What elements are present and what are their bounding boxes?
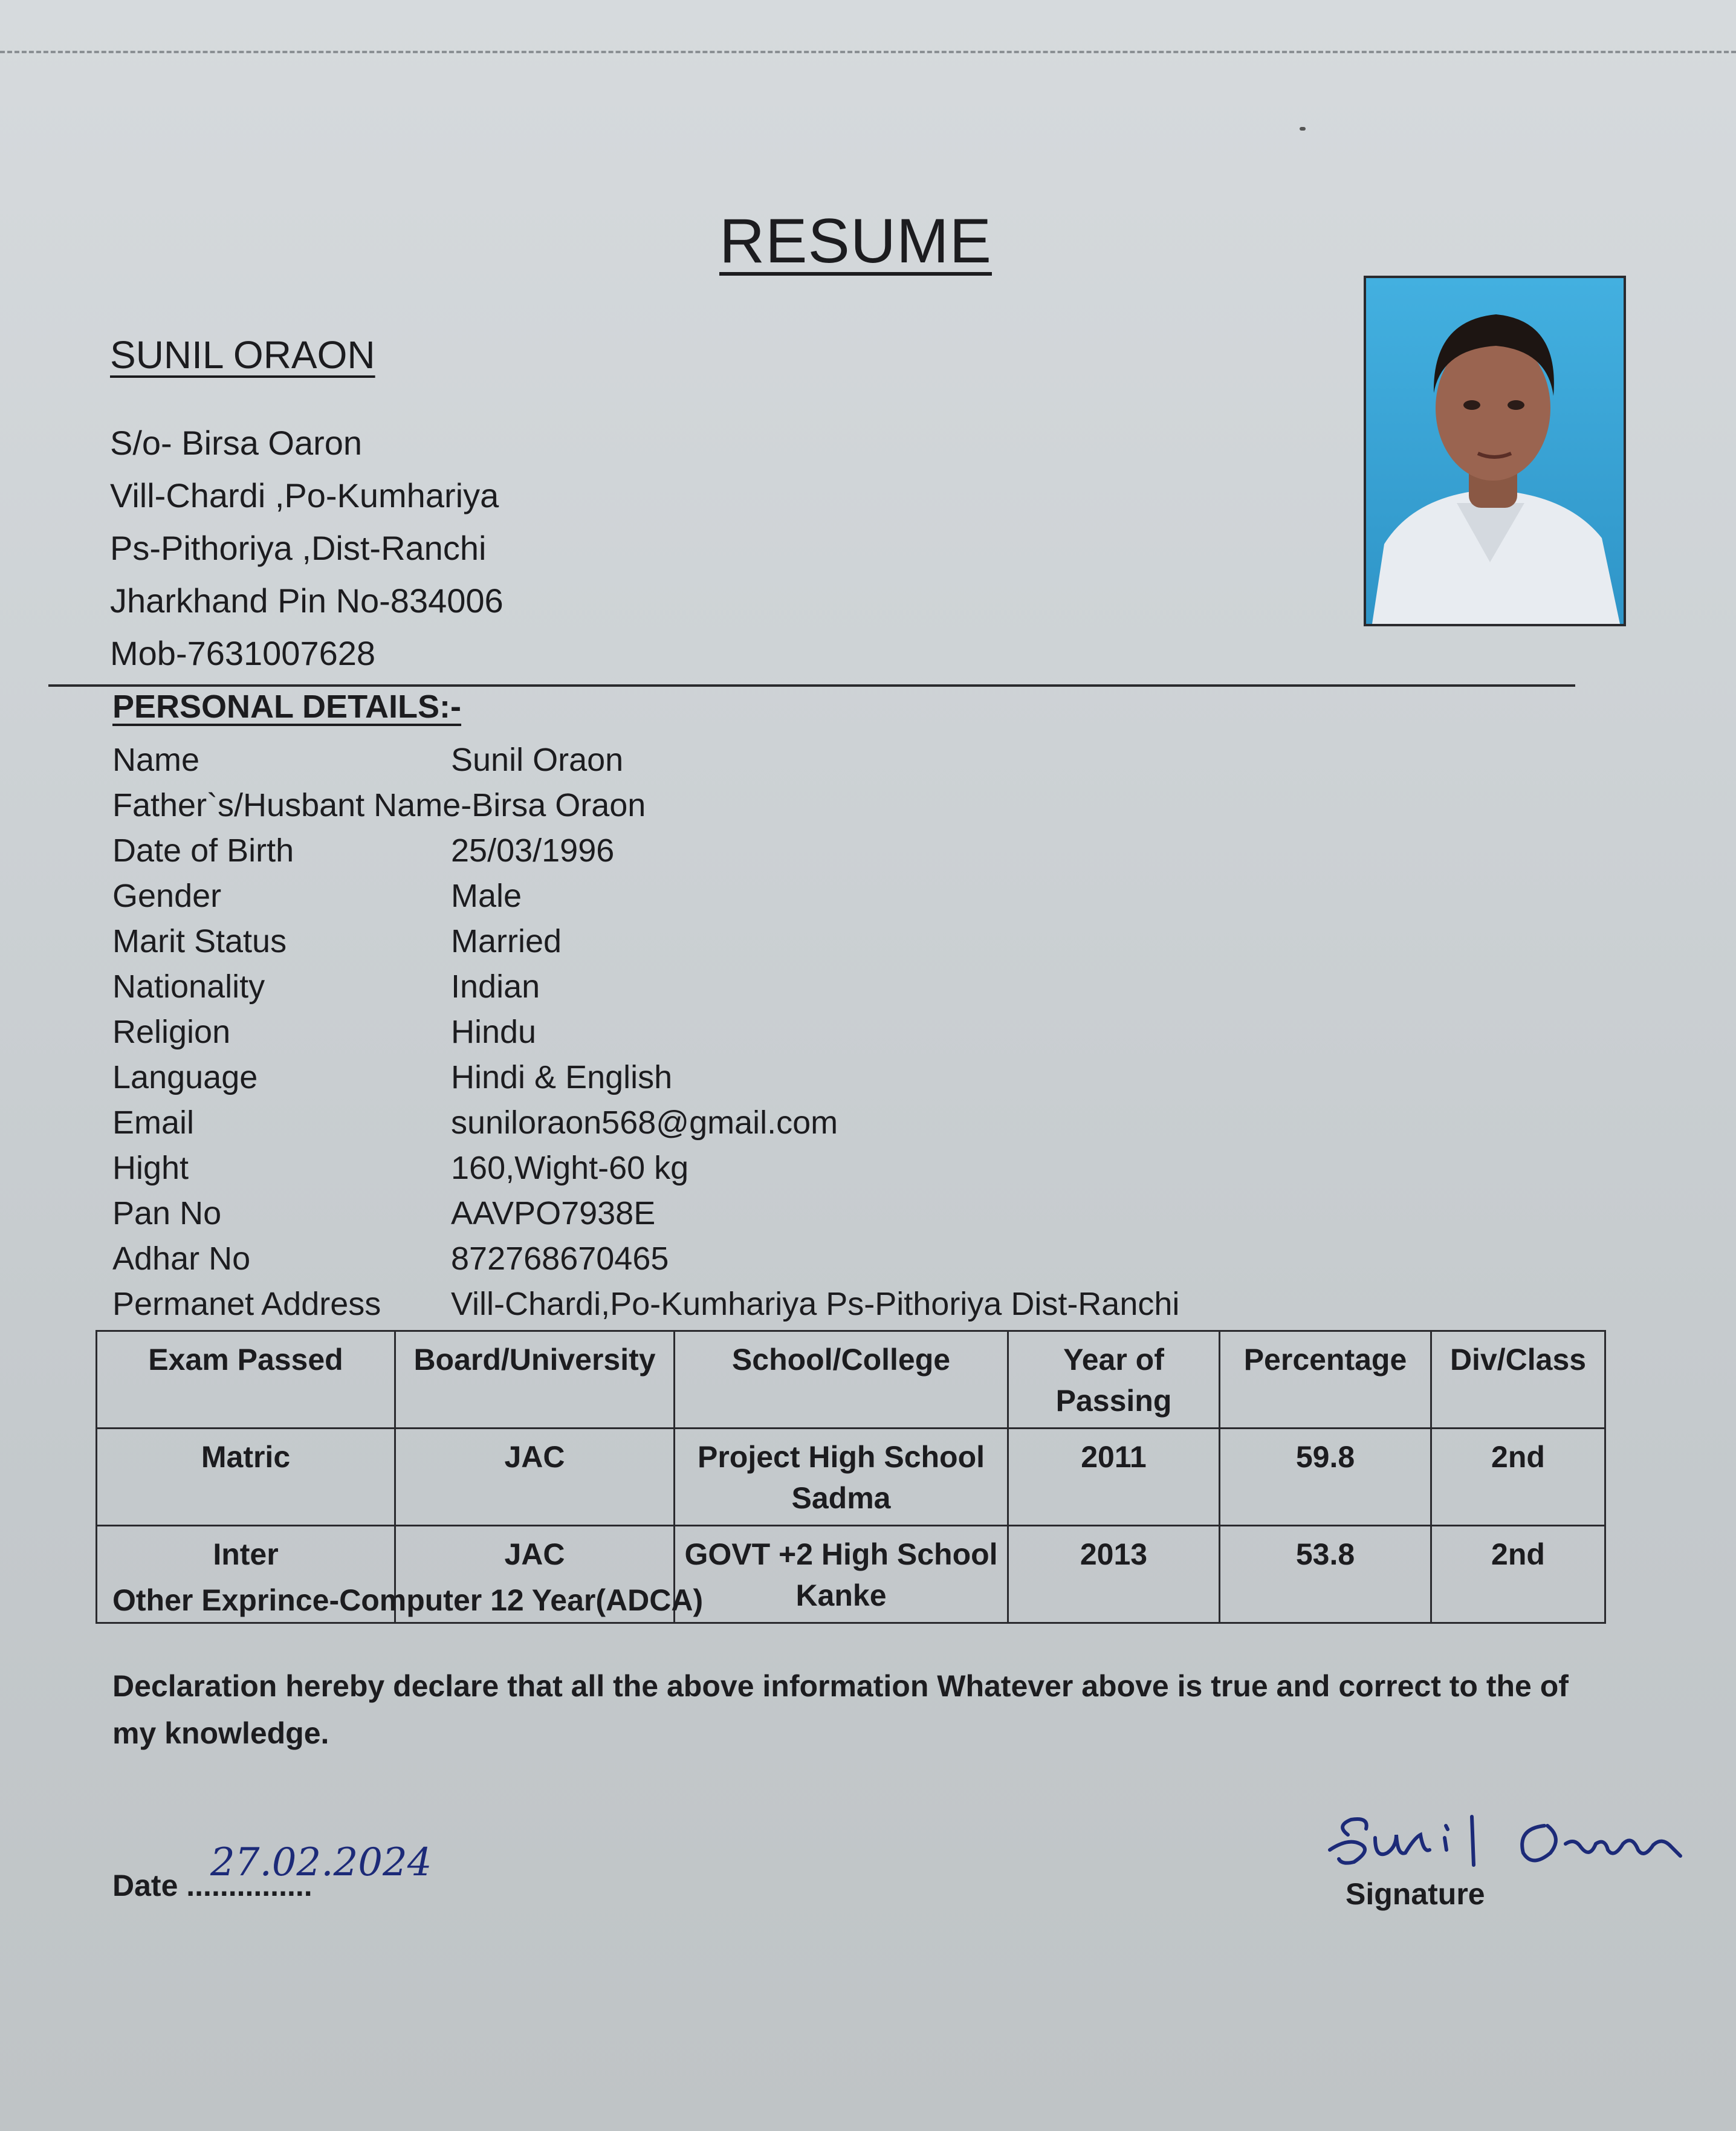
- pd-value-adhar: 872768670465: [451, 1241, 669, 1277]
- cell-year: 2013: [1008, 1526, 1220, 1623]
- pd-value-pan: AAVPO7938E: [451, 1195, 656, 1231]
- address-line: Ps-Pithoriya ,Dist-Ranchi: [110, 529, 487, 567]
- cell-percentage: 59.8: [1220, 1429, 1431, 1526]
- pd-value-nationality: Indian: [451, 968, 540, 1005]
- pd-value-permanent-address: Vill-Chardi,Po-Kumhariya Ps-Pithoriya Dist-Ranchi: [451, 1286, 1180, 1322]
- col-header-board: Board/University: [395, 1331, 675, 1429]
- col-header-division: Div/Class: [1431, 1331, 1605, 1429]
- table-row: [97, 1429, 1605, 1526]
- declaration-text: Declaration hereby declare that all the above information Whatever above is true and correct to the of my knowledge.: [112, 1669, 1569, 1750]
- pd-value-marital-status: Married: [451, 923, 562, 959]
- education-table: [96, 1330, 1606, 1624]
- address-line: Vill-Chardi ,Po-Kumhariya: [110, 476, 499, 514]
- col-header-school: School/College: [675, 1331, 1008, 1429]
- other-experience: Other Exprince-Computer 12 Year(ADCA): [112, 1583, 704, 1617]
- address-line: S/o- Birsa Oaron: [110, 424, 363, 462]
- pd-value-height: 160,Wight-60 kg: [451, 1150, 689, 1186]
- cell-school: GOVT +2 High School Kanke: [675, 1526, 1008, 1623]
- cell-percentage: 53.8: [1220, 1526, 1431, 1623]
- col-header-year: Year of Passing: [1008, 1331, 1220, 1429]
- resume-title: RESUME: [719, 206, 992, 276]
- pd-value-religion: Hindu: [451, 1014, 537, 1050]
- cell-board: JAC: [395, 1429, 675, 1526]
- pd-value-name: Sunil Oraon: [451, 742, 624, 778]
- pd-label-language: Language: [112, 1059, 258, 1095]
- pd-value-email: suniloraon568@gmail.com: [451, 1104, 838, 1141]
- pd-label-marital-status: Marit Status: [112, 923, 287, 959]
- col-header-percentage: Percentage: [1220, 1331, 1431, 1429]
- pd-label-nationality: Nationality: [112, 968, 265, 1005]
- pd-label-father-name: Father`s/Husbant Name-Birsa Oraon: [112, 787, 646, 823]
- paper-speck: [1300, 127, 1306, 131]
- handwritten-date: 27.02.2024: [210, 1840, 432, 1885]
- cell-year: 2011: [1008, 1429, 1220, 1526]
- col-header-exam: Exam Passed: [97, 1331, 395, 1429]
- signature-label: Signature: [1346, 1877, 1485, 1911]
- cell-board: JAC: [395, 1526, 675, 1623]
- pd-label-dob: Date of Birth: [112, 832, 294, 869]
- pd-label-religion: Religion: [112, 1014, 231, 1050]
- pd-label-adhar: Adhar No: [112, 1241, 251, 1277]
- handwritten-signature: [1324, 1802, 1699, 1886]
- applicant-photo: [1364, 276, 1626, 626]
- pd-label-gender: Gender: [112, 878, 222, 914]
- cell-school: Project High School Sadma: [675, 1429, 1008, 1526]
- perforation-line: [0, 51, 1736, 53]
- pd-value-gender: Male: [451, 878, 522, 914]
- cell-division: 2nd: [1431, 1526, 1605, 1623]
- mobile-line: Mob-7631007628: [110, 634, 376, 672]
- address-line: Jharkhand Pin No-834006: [110, 582, 504, 620]
- personal-details-heading: PERSONAL DETAILS:-: [112, 689, 462, 725]
- section-divider: [48, 684, 1575, 687]
- pd-label-pan: Pan No: [112, 1195, 222, 1231]
- pd-label-name: Name: [112, 742, 200, 778]
- pd-label-email: Email: [112, 1104, 195, 1141]
- photo-portrait: [1366, 278, 1624, 624]
- pd-label-permanent-address: Permanet Address: [112, 1286, 381, 1322]
- applicant-name: SUNIL ORAON: [110, 333, 375, 377]
- cell-division: 2nd: [1431, 1429, 1605, 1526]
- pd-value-language: Hindi & English: [451, 1059, 673, 1095]
- pd-label-height: Hight: [112, 1150, 189, 1186]
- pd-value-dob: 25/03/1996: [451, 832, 615, 869]
- table-header-row: [97, 1331, 1605, 1429]
- cell-exam: Inter: [97, 1526, 395, 1623]
- date-label: Date ...............: [112, 1869, 313, 1902]
- cell-exam: Matric: [97, 1429, 395, 1526]
